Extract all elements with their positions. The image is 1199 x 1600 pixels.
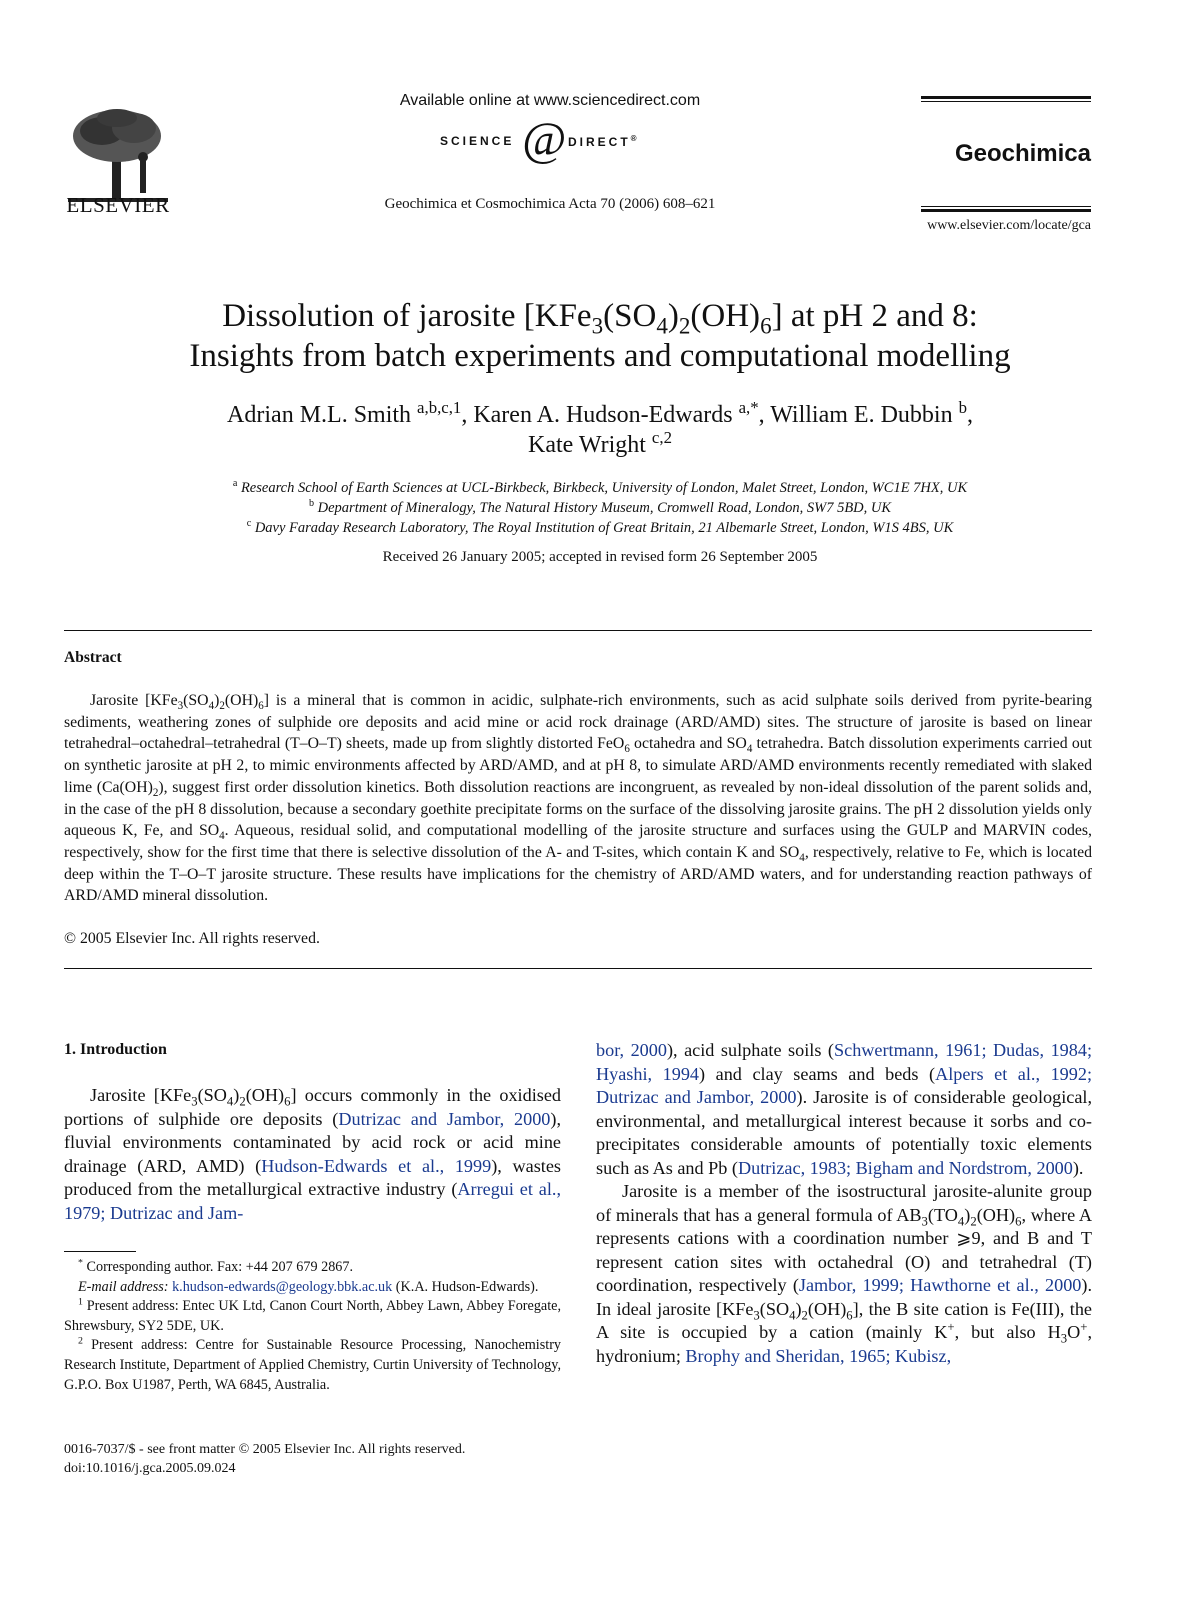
- title-text: (SO: [603, 298, 657, 334]
- author[interactable]: [770, 398, 967, 428]
- sup: +: [947, 1319, 955, 1334]
- journal-name: Geochimica: [954, 140, 1091, 167]
- footnote-mark: 2: [78, 1335, 83, 1347]
- email-label: E-mail address:: [78, 1278, 169, 1295]
- abstract-span: (OH): [224, 692, 259, 709]
- paragraph: [596, 1180, 1092, 1368]
- citation-link[interactable]: Jambor, 1999; Hawthorne et al., 2000: [798, 1275, 1082, 1295]
- citation-link[interactable]: Arregui et al., 1979; Dutrizac and Jam-: [64, 1179, 561, 1223]
- title-sub: 4: [656, 312, 668, 339]
- abstract-span: , respectively, relative to Fe, which is located deep within the T–O–T jarosite structure. These results have implications for the chemistry of ARD/AMD waters, and for understanding reaction pathways of ARD/AMD mineral dissolution.: [64, 843, 1092, 905]
- author-list: [100, 400, 1100, 460]
- author[interactable]: [473, 398, 759, 428]
- abstract-sub: 6: [624, 743, 630, 756]
- text: (OH): [245, 1085, 285, 1105]
- abstract-span: (SO: [183, 692, 209, 709]
- paragraph: [596, 1039, 1092, 1180]
- sd-left-word: SCIENCE: [440, 134, 515, 148]
- sub: 3: [921, 1214, 928, 1229]
- affiliation-mark: b: [308, 498, 315, 510]
- text: ): [964, 1204, 971, 1225]
- footnote: [64, 1336, 561, 1395]
- abstract-sub: 4: [746, 743, 753, 756]
- citation-link[interactable]: Schwertmann, 1961; Dudas, 1984; Hyashi, 1994: [596, 1040, 1093, 1084]
- sub: 4: [957, 1214, 965, 1229]
- abstract-sub: 4: [799, 852, 805, 865]
- header-rule: [921, 101, 1091, 102]
- title-text: ): [667, 298, 679, 334]
- title-text: ] at pH 2 and 8:: [771, 298, 978, 334]
- abstract-sub: 4: [208, 700, 215, 713]
- sub: 3: [1060, 1331, 1068, 1346]
- text: (OH): [807, 1298, 847, 1319]
- abstract-sub: 4: [219, 830, 225, 843]
- text: ), wastes produced from the metallurgical extractive industry (: [64, 1155, 561, 1199]
- footnote-rule: [64, 1251, 136, 1252]
- sub: 2: [970, 1214, 977, 1229]
- footnote: [64, 1278, 561, 1298]
- affiliation-text: Research School of Earth Sciences at UCL-Birkbeck, Birkbeck, University of London, Malet Street, London, WC1E 7HX, UK: [240, 480, 968, 496]
- author-name: Karen A. Hudson-Edwards: [473, 402, 733, 428]
- text: ), fluvial environments contaminated by acid rock or acid mine drainage (ARD, AMD) (: [64, 1108, 562, 1176]
- abstract-sub: 6: [258, 700, 264, 713]
- abstract-sub: 2: [152, 786, 159, 799]
- sd-mark: ®: [630, 134, 637, 143]
- citation-link[interactable]: bor, 2000: [596, 1040, 667, 1060]
- footnote-text: Corresponding author. Fax: +44 207 679 2867.: [86, 1259, 354, 1275]
- sd-right-word: [568, 134, 637, 149]
- text: ): [795, 1298, 802, 1319]
- article-title: [100, 296, 1100, 376]
- footnote-text: Present address: Centre for Sustainable Resource Processing, Nanochemistry Research Institute, Department of Applied Chemistry, Curtin University of Technology, G.P.O. Box U1987, Perth, WA 6845, Australia.: [64, 1337, 562, 1393]
- sub: 4: [226, 1094, 234, 1109]
- abstract-text: [64, 690, 1092, 907]
- title-text: (OH): [690, 298, 761, 334]
- journal-url-link[interactable]: www.elsevier.com/locate/gca: [927, 218, 1091, 233]
- text: , where A represents cations with a coordination number ⩾9, and B and T represent cation sites with octahedral (O) and tetrahedral (T) coordination, respectively (: [596, 1204, 1092, 1295]
- title-text: Dissolution of jarosite [KFe: [222, 298, 592, 334]
- text: ): [233, 1085, 240, 1105]
- author-name: William E. Dubbin: [770, 402, 953, 428]
- sub: 6: [846, 1308, 853, 1323]
- sup: +: [1080, 1319, 1088, 1334]
- author[interactable]: [227, 398, 462, 428]
- abstract-span: . Aqueous, residual solid, and computational modelling of the jarosite structure and surfaces using the GULP and MARVIN codes, respectively, show for the first time that there is selective dissolution of the A- and T-sites, which contain K and SO: [64, 822, 1092, 861]
- author-affil-mark: a,*: [738, 398, 759, 417]
- abstract-span: octahedra and SO: [629, 735, 747, 753]
- affiliation-text: Davy Faraday Research Laboratory, The Royal Institution of Great Britain, 21 Albemarle Street, London, W1S 4BS, UK: [254, 520, 954, 536]
- author-affil-mark: a,b,c,1: [417, 398, 462, 417]
- text: O: [1067, 1322, 1081, 1342]
- abstract-copyright: © 2005 Elsevier Inc. All rights reserved.: [64, 930, 320, 947]
- author-separator: ,: [966, 402, 973, 428]
- left-column: [64, 1084, 561, 1225]
- citation-link[interactable]: Dutrizac and Jambor, 2000: [338, 1108, 551, 1129]
- footnote: [64, 1258, 561, 1278]
- title-sub: 3: [591, 312, 604, 339]
- sub: 2: [239, 1094, 246, 1109]
- author-name: Adrian M.L. Smith: [227, 402, 412, 428]
- affiliation-mark: a: [232, 478, 238, 490]
- issn-doi: [64, 1440, 465, 1478]
- sub: 6: [1015, 1214, 1022, 1229]
- sub: 4: [789, 1308, 796, 1323]
- header-rule: [921, 209, 1091, 212]
- abstract-rule: [64, 968, 1092, 969]
- received-dates: Received 26 January 2005; accepted in revised form 26 September 2005: [382, 549, 818, 565]
- text: , but also H: [954, 1322, 1061, 1342]
- available-online-text: Available online at www.sciencedirect.com: [399, 92, 701, 109]
- footnote-text: (K.A. Hudson-Edwards).: [395, 1278, 539, 1295]
- text: (SO: [197, 1085, 227, 1105]
- publisher-name: ELSEVIER: [66, 193, 170, 217]
- abstract-span: ), suggest first order dissolution kinetics. Both dissolution reactions are incongruent, as revealed by non-ideal dissolution of the parent solids and, in the case of the pH 8 dissolution, because a secondary goethite precipitate forms on the surface of the dissolving jarosite grains. The pH 2 dissolution yields only aqueous K, Fe, and SO: [64, 778, 1092, 840]
- abstract-sub: 2: [219, 700, 225, 713]
- abstract-sub: 3: [177, 700, 184, 713]
- text: ). In ideal jarosite [KFe: [596, 1275, 1092, 1319]
- text: (OH): [976, 1204, 1016, 1225]
- right-column: [596, 1039, 1092, 1368]
- text: Jarosite is a member of the isostructural jarosite-alunite group of minerals that has a general formula of AB: [596, 1181, 1092, 1225]
- abstract-span: ] is a mineral that is common in acidic, sulphate-rich environments, such as acid sulphate soils derived from pyrite-bearing sediments, weathering zones of sulphide ore deposits and acid mine or acid rock drainage (ARD/AMD) sites. The structure of jarosite is based on linear tetrahedral–octahedral–tetrahedral (T–O–T) sheets, made up from slightly distorted FeO: [64, 692, 1092, 753]
- author-affil-mark: b: [958, 398, 967, 417]
- text: Jarosite [KFe: [90, 1085, 192, 1105]
- sd-at-glyph: @: [522, 113, 567, 166]
- footnote-mark: 1: [78, 1296, 83, 1308]
- text: ] occurs commonly in the oxidised portions of sulphide ore deposits (: [64, 1085, 561, 1129]
- citation-link[interactable]: Dutrizac, 1983; Bigham and Nordstrom, 2000: [737, 1157, 1073, 1178]
- title-text: Insights from batch experiments and computational modelling: [189, 338, 1011, 374]
- affiliation-text: Department of Mineralogy, The Natural History Museum, Cromwell Road, London, SW7 5BD, UK: [317, 500, 892, 516]
- text: (SO: [759, 1298, 790, 1319]
- section-heading: 1. Introduction: [64, 1041, 167, 1058]
- email-link[interactable]: k.hudson-edwards@geology.bbk.ac.uk: [172, 1278, 393, 1295]
- footnotes: [64, 1258, 561, 1395]
- text: ], the B site cation is Fe(III), the A site is occupied by a cation (mainly K: [596, 1298, 1092, 1342]
- sub: 3: [191, 1094, 198, 1109]
- header-rule: [921, 96, 1091, 99]
- citation-link[interactable]: Brophy and Sheridan, 1965; Kubisz,: [685, 1345, 952, 1366]
- sub: 2: [801, 1308, 808, 1323]
- header-rule: [921, 206, 1091, 207]
- abstract-rule: [64, 630, 1092, 631]
- text: ).: [1072, 1157, 1084, 1178]
- abstract-span: Jarosite [KFe: [90, 692, 178, 709]
- doi-line[interactable]: doi:10.1016/j.gca.2005.09.024: [64, 1461, 236, 1476]
- author[interactable]: [528, 428, 672, 458]
- issn-line: 0016-7037/$ - see front matter © 2005 Elsevier Inc. All rights reserved.: [64, 1442, 466, 1457]
- footnote-mark: *: [78, 1257, 83, 1269]
- affiliations: [100, 478, 1100, 538]
- text: (TO: [927, 1204, 958, 1225]
- sciencedirect-logo: [430, 113, 670, 166]
- affiliation: [100, 478, 1100, 498]
- author-affil-mark: c,2: [651, 428, 672, 447]
- abstract-span: tetrahedra. Batch dissolution experiments carried out on synthetic jarosite at pH 2, to mimic environments affected by ARD/AMD, and at pH 8, to simulate ARD/AMD environments recently remediated with slaked lime (Ca(OH): [64, 735, 1092, 796]
- abstract-heading: Abstract: [64, 649, 122, 666]
- text: ). Jarosite is of considerable geological, environmental, and metallurgical interest because it sorbs and co-precipitates considerable amounts of potentially toxic elements such as As and Pb (: [596, 1087, 1092, 1178]
- text: ), acid sulphate soils (: [666, 1040, 834, 1060]
- paragraph: [64, 1084, 561, 1225]
- author-separator: ,: [758, 402, 771, 428]
- author-name: Kate Wright: [528, 432, 646, 458]
- footnote-text: Present address: Entec UK Ltd, Canon Court North, Abbey Lawn, Abbey Foregate, Shrewsbury, SY2 5DE, UK.: [64, 1298, 561, 1334]
- footnote: [64, 1297, 561, 1336]
- title-sub: 2: [678, 312, 691, 339]
- affiliation: [100, 518, 1100, 538]
- title-sub: 6: [760, 312, 772, 339]
- sub: 3: [753, 1308, 760, 1323]
- text: ) and clay seams and beds (: [699, 1063, 936, 1084]
- sub: 6: [284, 1094, 291, 1109]
- journal-reference: Geochimica et Cosmochimica Acta 70 (2006) 608–621: [384, 196, 716, 212]
- sd-right-text: DIRECT: [568, 135, 631, 149]
- affiliation: [100, 498, 1100, 518]
- citation-link[interactable]: Hudson-Edwards et al., 1999: [261, 1155, 492, 1176]
- abstract-span: ): [214, 692, 220, 709]
- text: , hydronium;: [596, 1322, 1092, 1366]
- author-separator: ,: [461, 402, 474, 428]
- citation-link[interactable]: Alpers et al., 1992; Dutrizac and Jambor, 2000: [596, 1063, 1093, 1107]
- affiliation-mark: c: [246, 518, 252, 530]
